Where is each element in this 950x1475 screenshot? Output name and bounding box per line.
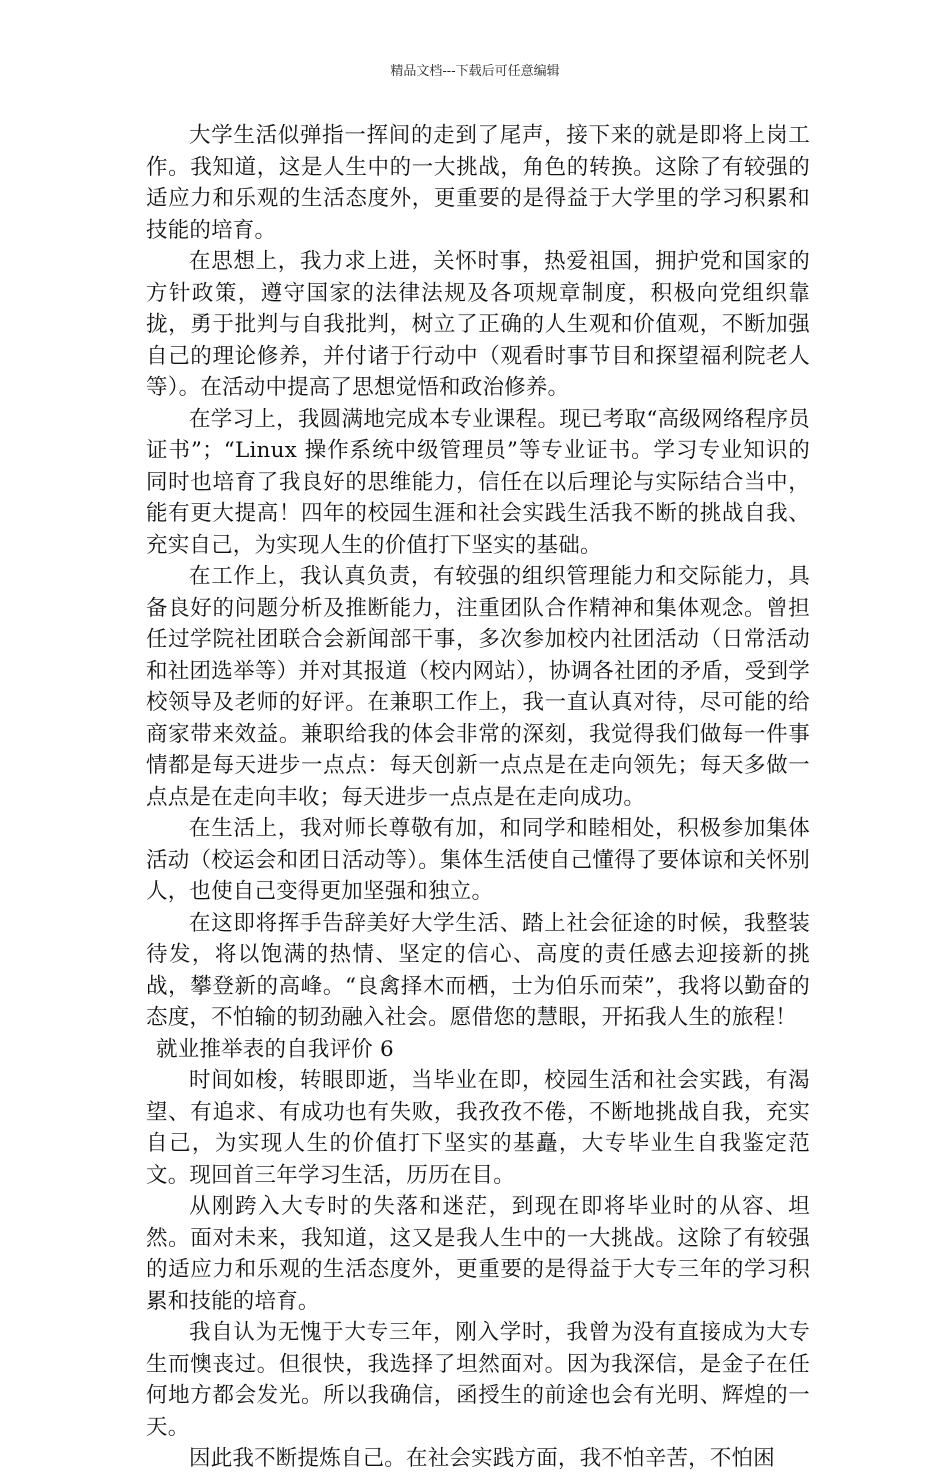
paragraph: 因此我不断提炼自己。在社会实践方面，我不怕辛苦，不怕困	[189, 1446, 775, 1471]
paragraph: 我自认为无愧于大专三年，刚入学时，我曾为没有直接成为大专生而懊丧过。但很快，我选择了坦然面对。因为我深信，是金子在任何地方都会发光。所以我确信，函授生的前途也会有光明、辉煌的一天。	[146, 1320, 810, 1440]
paragraph: 时间如梭，转眼即逝，当毕业在即，校园生活和社会实践，有渴望、有追求、有成功也有失败，我孜孜不倦，不断地挑战自我，充实自己，为实现人生的价值打下坚实的基矗，大专毕业生自我鉴定范文。现回首三年学习生活，历历在目。	[146, 1068, 810, 1188]
document-body	[146, 120, 810, 1475]
paragraph: 在生活上，我对师长尊敬有加，和同学和睦相处，积极参加集体活动（校运会和团日活动等）。集体生活使自己懂得了要体谅和关怀别人，也使自己变得更加坚强和独立。	[146, 816, 810, 904]
section-heading: 就业推举表的自我评价 6	[156, 1036, 394, 1062]
paragraph: 在思想上，我力求上进，关怀时事，热爱祖国，拥护党和国家的方针政策，遵守国家的法律法规及各项规章制度，积极向党组织靠拢，勇于批判与自我批判，树立了正确的人生观和价值观，不断加强自己的理论修养，并付诸于行动中（观看时事节目和探望福利院老人等）。在活动中提高了思想觉悟和政治修养。	[146, 249, 810, 400]
paragraph: 在工作上，我认真负责，有较强的组织管理能力和交际能力，具备良好的问题分析及推断能力，注重团队合作精神和集体观念。曾担任过学院社团联合会新闻部干事，多次参加校内社团活动（日常活动和社团选举等）并对其报道（校内网站），协调各社团的矛盾，受到学校领导及老师的好评。在兼职工作上，我一直认真对待，尽可能的给商家带来效益。兼职给我的体会非常的深刻，我觉得我们做每一件事情都是每天进步一点点：每天创新一点点是在走向领先；每天多做一点点是在走向丰收；每天进步一点点是在走向成功。	[146, 564, 810, 810]
paragraph: 在学习上，我圆满地完成本专业课程。现已考取“高级网络程序员证书”；“Linux 操作系统中级管理员”等专业证书。学习专业知识的同时也培育了我良好的思维能力，信任在以后理论与实际结合当中，能有更大提高！四年的校园生涯和社会实践生活我不断的挑战自我、充实自己，为实现人生的价值打下坚实的基础。	[146, 406, 810, 558]
paragraph: 在这即将挥手告辞美好大学生活、踏上社会征途的时候，我整装待发，将以饱满的热情、坚定的信心、高度的责任感去迎接新的挑战，攀登新的高峰。“良禽择木而栖，士为伯乐而荣”，我将以勤奋的态度，不怕输的韧劲融入社会。愿借您的慧眼，开拓我人生的旅程！	[146, 910, 810, 1030]
page-header: 精品文档---下载后可任意编辑	[390, 64, 560, 79]
paragraph: 从刚跨入大专时的失落和迷茫，到现在即将毕业时的从容、坦然。面对未来，我知道，这又是我人生中的一大挑战。这除了有较强的适应力和乐观的生活态度外，更重要的是得益于大专三年的学习积累和技能的培育。	[146, 1194, 810, 1314]
paragraph: 大学生活似弹指一挥间的走到了尾声，接下来的就是即将上岗工作。我知道，这是人生中的一大挑战，角色的转换。这除了有较强的适应力和乐观的生活态度外，更重要的是得益于大学里的学习积累和技能的培育。	[146, 123, 810, 243]
